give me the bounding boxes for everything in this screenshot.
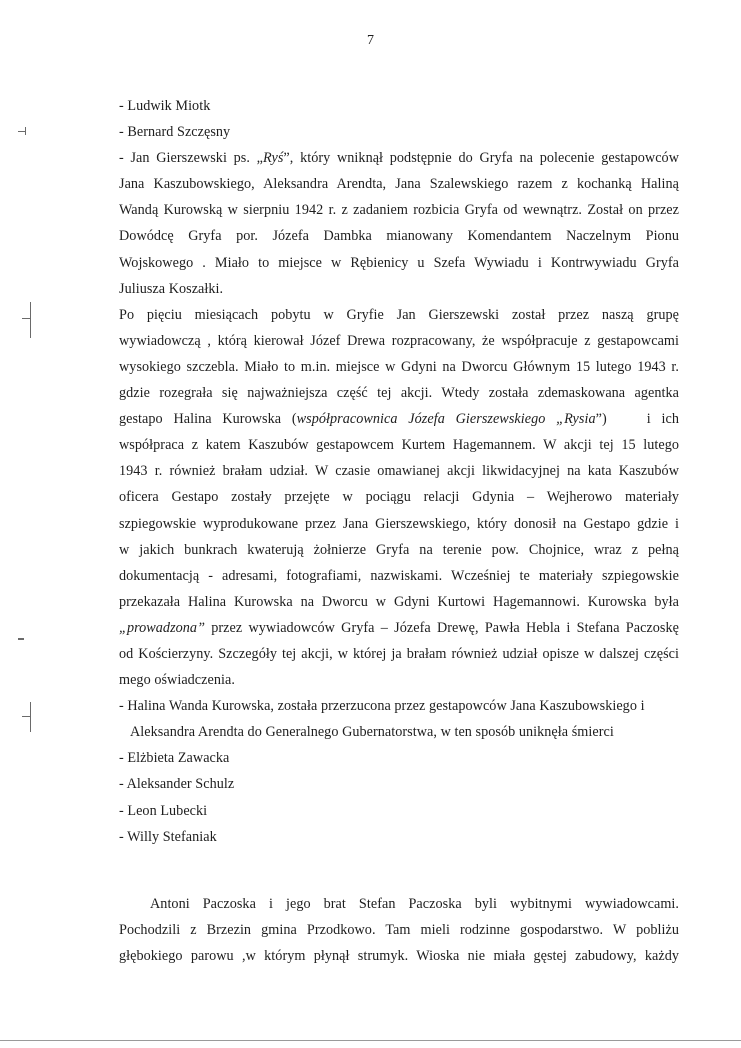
page-bottom-edge [0, 1040, 741, 1041]
alias-ryś: Ryś [263, 150, 284, 167]
page-number: 7 [367, 33, 374, 48]
text-line: - Jan Gierszewski ps. „Ryś”, który wniknął podstępnie do Gryfa na polecenie gestapowców [119, 150, 679, 167]
scan-mark [25, 127, 26, 135]
list-item: - Willy Stefaniak [119, 828, 217, 845]
list-item: - Aleksander Schulz [119, 776, 235, 793]
text-line: Antoni Paczoska i jego brat Stefan Paczoska byli wybitnymi wywiadowcami. [150, 895, 679, 912]
list-item: - Leon Lubecki [119, 802, 208, 819]
text-line: mego oświadczenia. [119, 672, 235, 689]
list-item: - Ludwik Miotk [119, 98, 211, 114]
text-line: Wojskowego . Miało to miejsce w Rębienicy u Szefa Wywiadu i Kontrwywiadu Gryfa [119, 254, 679, 271]
scan-mark [30, 302, 31, 338]
text-line: dokumentacją - adresami, fotografiami, nazwiskami. Wcześniej te materiały szpiegowskie [119, 567, 679, 584]
italic-quote: współpracownica Józefa Gierszewskiego „Rysia [296, 411, 596, 428]
text-line: od Kościerzyny. Szczegóły tej akcji, w której ja brałam również udział opisze w dalszej części [119, 645, 679, 662]
paragraph-gap [119, 850, 679, 891]
text-line: Po pięciu miesiącach pobytu w Gryfie Jan Gierszewski został przez naszą grupę [119, 306, 679, 323]
text-line: głębokiego parowu ,w którym płynął strumyk. Wioska nie miała gęstej zabudowy, każdy [119, 947, 679, 964]
main-paragraph [119, 302, 679, 693]
text-line: Dowódcę Gryfa por. Józefa Dambka mianowany Komendantem Naczelnym Pionu [119, 228, 679, 245]
text-line: „prowadzona” przez wywiadowców Gryfa – Józefa Drewę, Pawła Hebla i Stefana Paczoskę [119, 619, 679, 636]
kurowska-entry [119, 693, 679, 745]
text-line: Wandą Kurowską w sierpniu 1942 r. z zadaniem rozbicia Gryfa od wewnątrz. Został on przez [119, 202, 679, 219]
text-line: w jakich bunkrach kwaterują żołnierze Gryfa na terenie pow. Chojnice, wraz z pełną [119, 541, 679, 558]
text-line: - Halina Wanda Kurowska, została przerzucona przez gestapowców Jana Kaszubowskiego i [119, 698, 645, 715]
final-paragraph [119, 891, 679, 969]
text-line: Aleksandra Arendta do Generalnego Gubernatorstwa, w ten sposób uniknęła śmierci [130, 724, 614, 741]
text-line: szpiegowskie wyprodukowane przez Jana Gierszewskiego, który donosił na Gestapo gdzie i [119, 515, 679, 532]
text-line: przekazała Halina Kurowska na Dworcu w Gdyni Kurtowi Hagemannowi. Kurowska była [119, 593, 679, 610]
text-line: Jana Kaszubowskiego, Aleksandra Arendta, Jana Szalewskiego razem z kochanką Haliną [119, 176, 679, 193]
scan-mark [22, 318, 30, 319]
text-line: gdzie rozegrała się najważniejsza część tej akcji. Wtedy została zdemaskowana agentka [119, 385, 679, 402]
text-line: Juliusza Koszałki. [119, 280, 224, 297]
gierszewski-entry [119, 145, 679, 302]
document-body [119, 93, 679, 969]
text-line: współpraca z katem Kaszubów gestapowcem Kurtem Hagemannem. W akcji tej 15 lutego [119, 437, 679, 454]
text-line: wywiadowczą , którą kierował Józef Drewa rozpracowany, że współpracuje z gestapowcami [119, 332, 679, 349]
scan-mark [30, 702, 31, 732]
list-item: - Elżbieta Zawacka [119, 750, 230, 767]
italic-quote: „prowadzona” [119, 619, 206, 636]
text-line: Pochodzili z Brzezin gmina Przodkowo. Tam mieli rodzinne gospodarstwo. W pobliżu [119, 921, 679, 938]
scan-mark [22, 716, 30, 717]
scan-mark [18, 638, 24, 640]
list-item: - Bernard Szczęsny [119, 124, 231, 141]
text-line: oficera Gestapo zostały przejęte w pociągu relacji Gdynia – Wejherowo materiały [119, 489, 679, 506]
text-line: gestapo Halina Kurowska (współpracownica Józefa Gierszewskiego „Rysia”) i ich [119, 411, 679, 428]
text-line: 1943 r. również brałam udział. W czasie omawianej akcji likwidacyjnej na kata Kaszubów [119, 463, 679, 480]
text-line: wysokiego szczebla. Miało to m.in. miejsce w Gdyni na Dworcu Głównym 15 lutego 1943 r. [119, 358, 679, 375]
